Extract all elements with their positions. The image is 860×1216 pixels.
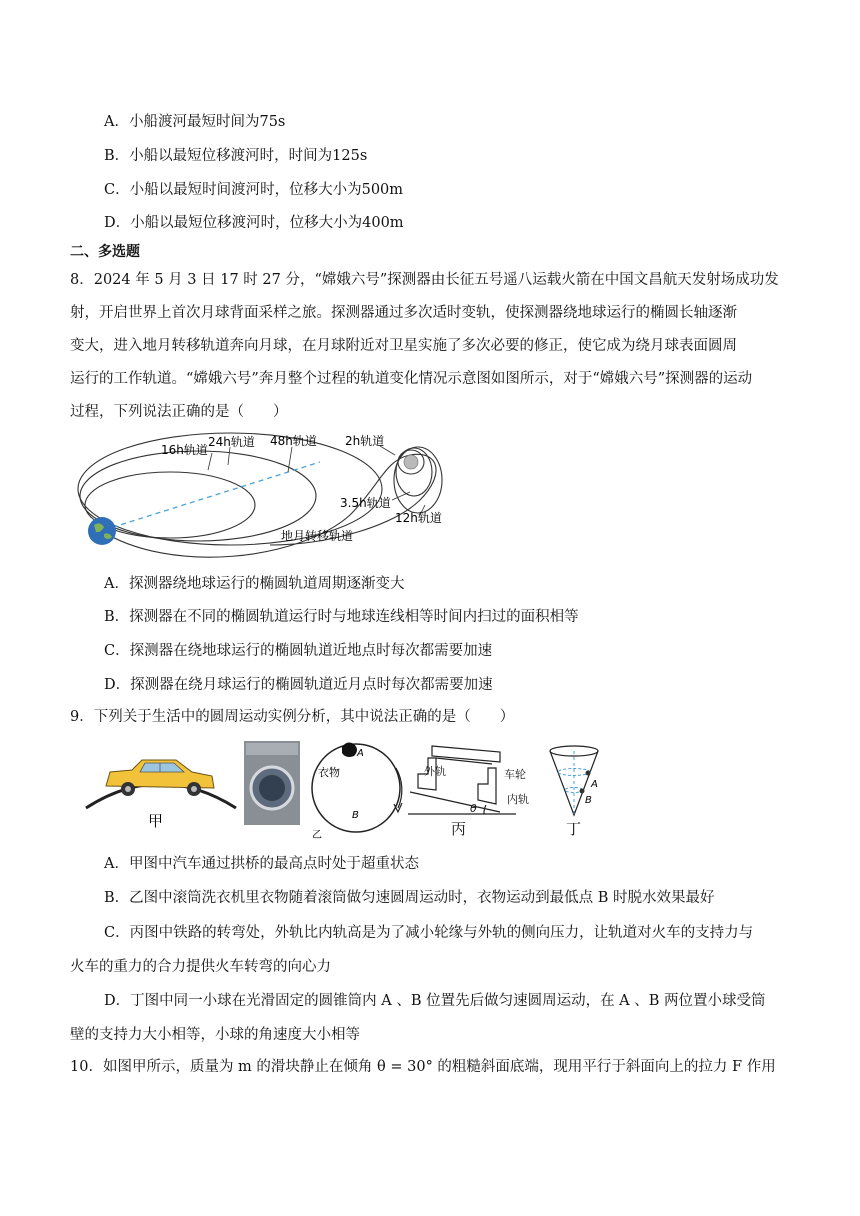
label-12h-orbit: 12h轨道 [395,511,442,525]
q7-option-a: A．小船渡河最短时间为75s [104,114,286,130]
label-outer-rail: 外轨 [424,765,446,778]
q8-option-d: D．探测器在绕月球运行的椭圆轨道近月点时每次都需要加速 [104,677,493,693]
q9-option-b: B．乙图中滚筒洗衣机里衣物随着滚筒做匀速圆周运动时，衣物运动到最低点 B 时脱水效果最好 [104,890,715,906]
label-clothes: 衣物 [318,766,340,779]
q7-option-d: D．小船以最短位移渡河时，位移大小为400m [104,215,404,231]
q7-option-b: B．小船以最短位移渡河时，时间为125s [104,148,368,164]
q9-option-c-line-2: 火车的重力的合力提供火车转弯的向心力 [70,959,331,975]
q8-stem-line-4: 运行的工作轨道。“嫦娥六号”奔月整个过程的轨道变化情况示意图如图所示，对于“嫦娥六号”探测器的运动 [70,371,753,387]
q9-option-c-line-1: C．丙图中铁路的转弯处，外轨比内轨高是为了减小轮缘与外轨的侧向压力，让轨道对火车的支持力与 [104,925,754,941]
label-3-5h-orbit: 3.5h轨道 [340,496,391,510]
q8-option-c: C．探测器在绕地球运行的椭圆轨道近地点时每次都需要加速 [104,643,493,659]
label-point-a-cone: A [591,779,598,790]
label-theta: θ [470,802,477,815]
q8-stem-line-2: 射，开启世界上首次月球背面采样之旅。探测器通过多次适时变轨，使探测器绕地球运行的椭圆长轴逐渐 [70,305,737,321]
q9-stem: 9．下列关于生活中的圆周运动实例分析，其中说法正确的是（ ） [70,709,515,725]
label-24h-orbit: 24h轨道 [208,435,255,449]
q9-option-d-line-2: 壁的支持力大小相等，小球的角速度大小相等 [70,1027,360,1043]
section-heading-multiple-choice: 二、多选题 [70,244,140,260]
label-48h-orbit: 48h轨道 [270,434,317,448]
cone-figure [550,746,598,838]
label-point-a-drum: A [357,748,364,759]
label-bing: 丙 [451,820,467,838]
label-yi: 乙 [312,830,322,841]
car-icon [106,760,214,796]
railway-figure [408,746,529,838]
label-inner-rail: 内轨 [507,793,529,806]
label-2h-orbit: 2h轨道 [345,434,385,448]
q8-stem-line-3: 变大，进入地月转移轨道奔向月球，在月球附近对卫星实施了多次必要的修正，使它成为绕月球表面圆周 [70,338,737,354]
q8-option-a: A．探测器绕地球运行的椭圆轨道周期逐渐变大 [104,576,405,592]
label-point-b-cone: B [585,795,592,806]
ball-b [580,789,585,794]
q9-option-d-line-1: D．丁图中同一小球在光滑固定的圆锥筒内 A 、B 位置先后做匀速圆周运动，在 A 、B 两位置小球受筒 [104,993,766,1009]
q10-stem: 10．如图甲所示，质量为 m 的滑块静止在倾角 θ = 30° 的粗糙斜面底端，现用平行于斜面向上的拉力 F 作用 [70,1059,776,1075]
q8-option-b: B．探测器在不同的椭圆轨道运行时与地球连线相等时间内扫过的面积相等 [104,609,579,625]
car-on-bridge-figure [86,760,236,830]
q8-stem-line-5: 过程，下列说法正确的是（ ） [70,404,288,420]
label-16h-orbit: 16h轨道 [161,443,208,457]
washing-machine-figure [244,741,402,841]
q9-option-a: A．甲图中汽车通过拱桥的最高点时处于超重状态 [104,856,419,872]
q7-option-c: C．小船以最短时间渡河时，位移大小为500m [104,182,404,198]
q8-stem-line-1: 8．2024 年 5 月 3 日 17 时 27 分，“嫦娥六号”探测器由长征五号遥八运载火箭在中国文昌航天发射场成功发 [70,272,779,288]
label-transfer-orbit: 地月转移轨道 [281,529,354,543]
ball-a [586,771,591,776]
label-ding: 丁 [566,820,582,838]
label-jia: 甲 [148,812,164,830]
label-wheel: 车轮 [504,768,526,781]
label-point-b-drum: B [352,810,359,821]
